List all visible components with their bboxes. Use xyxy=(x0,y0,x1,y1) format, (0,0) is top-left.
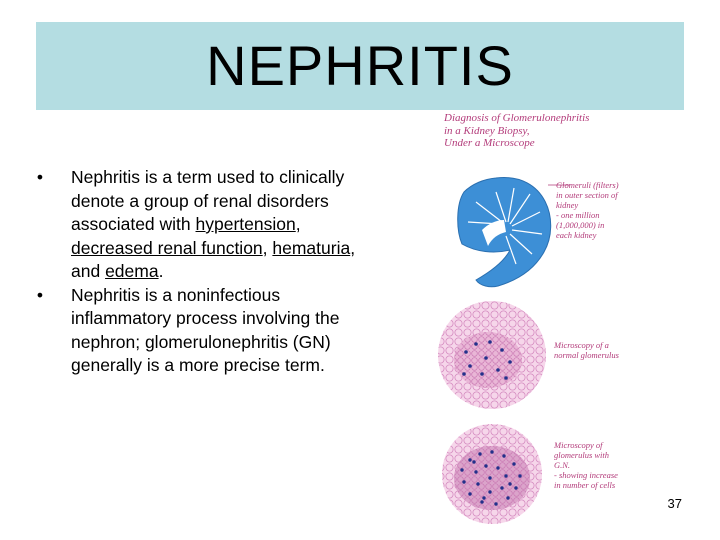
label-line: - showing increase xyxy=(554,470,618,480)
label-line: (1,000,000) in xyxy=(556,220,605,230)
gn-glomerulus-icon xyxy=(442,424,542,524)
label-line: in outer section of xyxy=(556,190,618,200)
bullet-list xyxy=(30,166,360,378)
title-bar xyxy=(36,22,684,110)
figure-title-line: Diagnosis of Glomerulonephritis xyxy=(444,112,590,124)
label-line: kidney xyxy=(556,200,579,210)
label-line: - one million xyxy=(556,210,600,220)
label-line: in number of cells xyxy=(554,480,616,490)
label-line: glomerulus with xyxy=(554,450,610,460)
label-line: Microscopy of xyxy=(554,440,603,450)
kidney-biopsy-figure xyxy=(436,112,632,532)
kidney-section-icon xyxy=(458,178,570,287)
normal-glomerulus-icon xyxy=(438,301,546,409)
bullet-dot: • xyxy=(36,167,44,187)
figure-title-line: Under a Microscope xyxy=(444,137,535,149)
label-line: Microscopy of a xyxy=(554,340,609,350)
label-line: normal glomerulus xyxy=(554,350,619,360)
bullet-text: . xyxy=(158,261,164,281)
link-edema[interactable]: edema xyxy=(105,261,159,281)
link-hypertension[interactable]: hypertension xyxy=(195,214,296,234)
gn-glomerulus-label xyxy=(554,440,618,490)
bullet-text: , xyxy=(295,214,301,234)
bullet-text: , xyxy=(262,237,273,258)
label-line: Glomeruli (filters) xyxy=(556,180,619,190)
link-hematuria[interactable]: hematuria xyxy=(272,237,351,258)
bullet-item xyxy=(30,166,360,284)
bullet-text: , and xyxy=(71,237,356,281)
normal-glomerulus-label xyxy=(554,340,619,360)
label-line: G.N. xyxy=(554,460,571,470)
bullet-dot: • xyxy=(36,284,44,305)
bullet-text: Nephritis is a term used to clinically denote a group of renal disorders associated with xyxy=(71,167,345,234)
kidney-label xyxy=(556,180,619,240)
page-number: 37 xyxy=(667,496,682,511)
slide-title: NEPHRITIS xyxy=(206,34,514,97)
figure-title-line: in a Kidney Biopsy, xyxy=(444,124,530,137)
bullet-item xyxy=(30,284,360,378)
label-line: each kidney xyxy=(556,230,597,240)
link-decreased-renal-function[interactable]: decreased renal function xyxy=(71,237,263,258)
bullet-text: Nephritis is a noninfectious inflammatory process involving the nephron; glomerulonephritis (GN) generally is a more precise term. xyxy=(71,284,340,375)
